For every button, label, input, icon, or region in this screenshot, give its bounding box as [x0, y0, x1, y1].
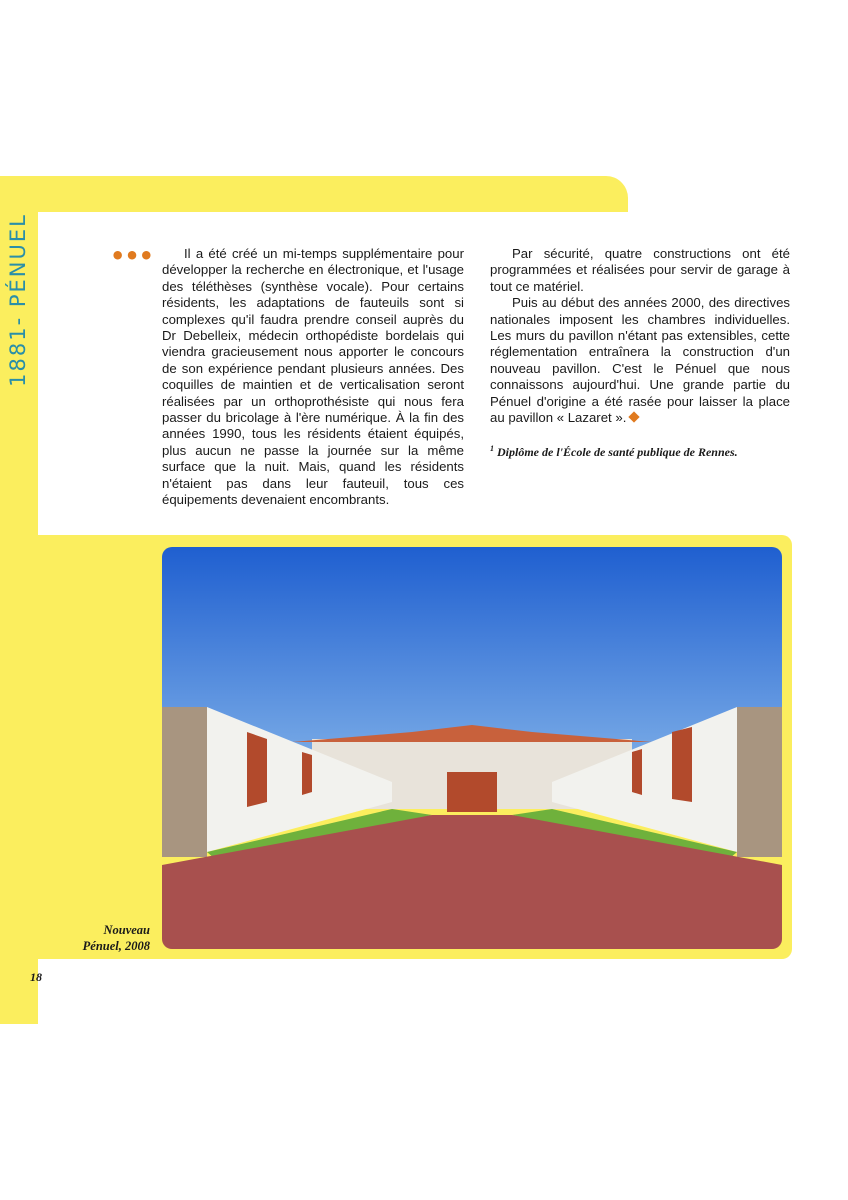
article-left-column [162, 246, 464, 509]
section-title: 1881- PÉNUEL [6, 213, 30, 387]
left-stone-wall [162, 707, 207, 857]
article-right-column [490, 246, 790, 426]
left-red-panel-2 [302, 752, 312, 795]
right-paragraph-2 [490, 295, 790, 426]
right-paragraph-2-text: Puis au début des années 2000, des directives nationales imposent les chambres individuelles. Les murs du pavillon n'étant pas extensibles, cette réglementation entraînera la construction d'un nouveau pavillon. C'est le Pénuel que nous connaissons aujourd'hui. Une grande partie du Pénuel d'origine a été rasée pour laisser la place au pavillon « Lazaret ». [490, 295, 790, 426]
photo-caption [40, 922, 150, 954]
footnote-marker: 1 [490, 444, 494, 453]
right-paragraph-1: Par sécurité, quatre constructions ont été programmées et réalisées pour servir de garage à tout ce matériel. [490, 246, 790, 294]
page-number: 18 [30, 970, 42, 984]
left-paragraph: Il a été créé un mi-temps supplémentaire pour développer la recherche en électronique, et l'usage des téléthèses (synthèse vocale). Pour certains résidents, les adaptations de fauteuils sont si complexes qu'il faudra prendre conseil auprès du Dr Debelleix, médecin orthopédiste bordelais qui viendra gracieusement nous apporter le concours de son expérience pendant plusieurs années. Des coquilles de maintien et de verticalisation seront réalisées par un orthoprothésiste qui nous fera passer du bricolage à l'ère numérique. À la fin des années 1990, tous les résidents étaient équipés, plus aucun ne passe la journée sur la même surface que la nuit. Mais, quand les résidents n'étaient pas dans leur fauteuil, tous ces équipements devenaient encombrants. [162, 246, 464, 508]
building-photo-illustration [162, 547, 782, 949]
footnote [490, 444, 790, 460]
right-red-panel-2 [632, 749, 642, 795]
caption-line-1: Nouveau [103, 923, 150, 937]
right-red-panel-1 [672, 727, 692, 802]
end-diamond-icon [629, 411, 640, 422]
building-photo [162, 547, 782, 949]
entrance [447, 772, 497, 812]
caption-line-2: Pénuel, 2008 [82, 939, 150, 953]
right-stone-wall [737, 707, 782, 857]
continuation-dots-icon: ••• [110, 242, 154, 270]
left-red-panel-1 [247, 732, 267, 807]
footnote-text: Diplôme de l'École de santé publique de Rennes. [497, 445, 738, 459]
